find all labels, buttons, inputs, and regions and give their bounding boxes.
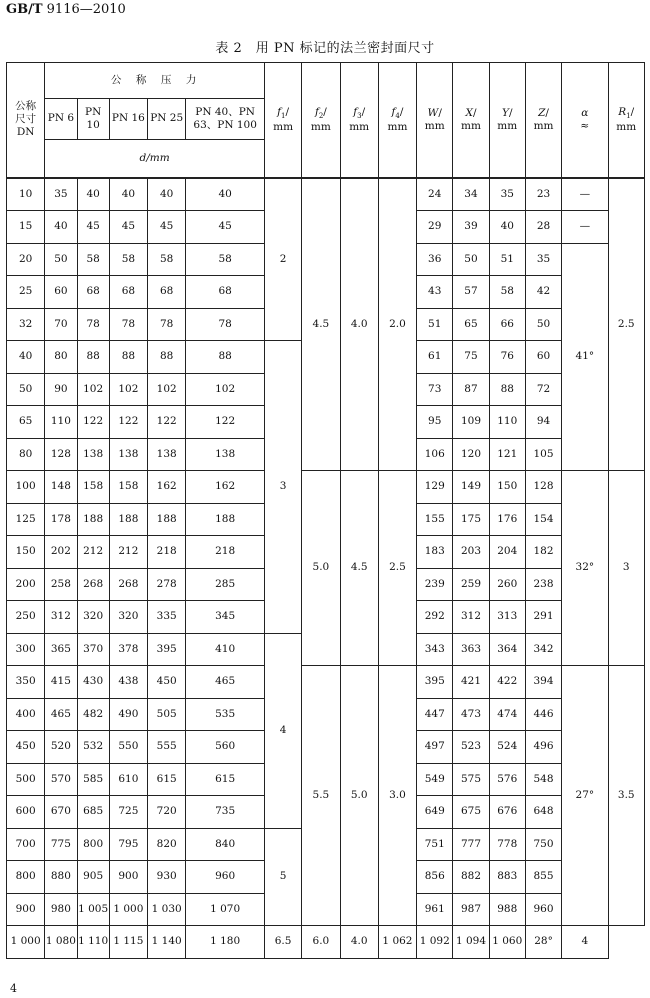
cell-d: 820 <box>148 828 186 861</box>
cell-y: 422 <box>489 666 525 699</box>
cell-z: 35 <box>525 243 561 276</box>
cell-x: 523 <box>453 731 489 764</box>
cell-x: 882 <box>453 861 489 894</box>
cell-r1: 3 <box>608 471 645 666</box>
cell-w: 292 <box>417 601 453 634</box>
header-pn6: PN 6 <box>45 99 77 140</box>
standard-number: GB/T 9116—2010 <box>6 2 126 17</box>
cell-y: 524 <box>489 731 525 764</box>
cell-d: 40 <box>77 178 109 211</box>
cell-d: 450 <box>148 666 186 699</box>
cell-d: 202 <box>45 536 77 569</box>
cell-dn: 250 <box>7 601 45 634</box>
cell-d: 78 <box>186 308 265 341</box>
cell-w: 751 <box>417 828 453 861</box>
cell-x: 675 <box>453 796 489 829</box>
header-dn: 公称 尺寸 DN <box>7 63 45 178</box>
cell-d: 1 115 <box>109 926 147 959</box>
cell-dn: 800 <box>7 861 45 894</box>
cell-d: 78 <box>109 308 147 341</box>
cell-d: 45 <box>148 211 186 244</box>
cell-y: 88 <box>489 373 525 406</box>
cell-d: 40 <box>45 211 77 244</box>
cell-d: 102 <box>77 373 109 406</box>
table-body <box>7 178 645 959</box>
cell-d: 720 <box>148 796 186 829</box>
cell-x: 109 <box>453 406 489 439</box>
cell-w: 183 <box>417 536 453 569</box>
header-f3: $f_3/$ mm <box>340 63 378 178</box>
cell-x: 312 <box>453 601 489 634</box>
header-pn10: PN 10 <box>77 99 109 140</box>
cell-d: 880 <box>45 861 77 894</box>
header-alpha: α ≈ <box>562 63 608 178</box>
cell-dn: 150 <box>7 536 45 569</box>
cell-d: 88 <box>148 341 186 374</box>
table-row <box>7 666 645 699</box>
cell-d: 505 <box>148 698 186 731</box>
cell-d: 555 <box>148 731 186 764</box>
cell-x: 65 <box>453 308 489 341</box>
cell-d: 1 080 <box>45 926 77 959</box>
cell-d: 268 <box>77 568 109 601</box>
cell-d: 438 <box>109 666 147 699</box>
cell-f1: 2 <box>264 178 301 341</box>
flange-sealing-dimensions-table <box>6 62 645 959</box>
cell-d: 610 <box>109 763 147 796</box>
cell-w: 497 <box>417 731 453 764</box>
cell-f4: 3.0 <box>378 666 416 926</box>
cell-d: 90 <box>45 373 77 406</box>
cell-dn: 200 <box>7 568 45 601</box>
cell-w: 649 <box>417 796 453 829</box>
cell-d: 465 <box>186 666 265 699</box>
cell-dn: 25 <box>7 276 45 309</box>
cell-d: 1 110 <box>77 926 109 959</box>
cell-d: 415 <box>45 666 77 699</box>
cell-w: 549 <box>417 763 453 796</box>
cell-x: 149 <box>453 471 489 504</box>
cell-d: 50 <box>45 243 77 276</box>
cell-z: 446 <box>525 698 561 731</box>
cell-w: 447 <box>417 698 453 731</box>
cell-f3: 6.0 <box>302 926 340 959</box>
cell-d: 615 <box>148 763 186 796</box>
cell-z: 154 <box>525 503 561 536</box>
cell-w: 856 <box>417 861 453 894</box>
cell-z: 28 <box>525 211 561 244</box>
cell-y: 883 <box>489 861 525 894</box>
cell-d: 212 <box>109 536 147 569</box>
cell-dn: 100 <box>7 471 45 504</box>
cell-w: 24 <box>417 178 453 211</box>
cell-d: 102 <box>186 373 265 406</box>
cell-f4: 2.5 <box>378 471 416 666</box>
cell-y: 474 <box>489 698 525 731</box>
cell-z: 960 <box>525 893 561 926</box>
cell-f2: 6.5 <box>264 926 301 959</box>
cell-d: 58 <box>148 243 186 276</box>
cell-z: 394 <box>525 666 561 699</box>
cell-y: 66 <box>489 308 525 341</box>
cell-z: 238 <box>525 568 561 601</box>
cell-f3: 4.5 <box>340 471 378 666</box>
cell-f4: 4.0 <box>340 926 378 959</box>
cell-x: 34 <box>453 178 489 211</box>
cell-d: 900 <box>109 861 147 894</box>
cell-d: 162 <box>186 471 265 504</box>
cell-d: 218 <box>186 536 265 569</box>
cell-x: 203 <box>453 536 489 569</box>
cell-d: 532 <box>77 731 109 764</box>
cell-dn: 50 <box>7 373 45 406</box>
cell-f1: 4 <box>264 633 301 828</box>
cell-z: 128 <box>525 471 561 504</box>
cell-x: 421 <box>453 666 489 699</box>
cell-z: 750 <box>525 828 561 861</box>
cell-d: 45 <box>186 211 265 244</box>
cell-d: 138 <box>109 438 147 471</box>
cell-dn: 20 <box>7 243 45 276</box>
cell-alpha: 28° <box>525 926 561 959</box>
cell-w: 51 <box>417 308 453 341</box>
cell-x: 75 <box>453 341 489 374</box>
cell-w: 43 <box>417 276 453 309</box>
cell-d: 35 <box>45 178 77 211</box>
cell-w: 95 <box>417 406 453 439</box>
cell-d: 122 <box>109 406 147 439</box>
cell-d: 78 <box>77 308 109 341</box>
cell-d: 45 <box>109 211 147 244</box>
cell-d: 735 <box>186 796 265 829</box>
cell-alpha: 27° <box>562 666 608 926</box>
cell-r1: 2.5 <box>608 178 645 471</box>
header-d-unit: d/mm <box>45 140 265 178</box>
cell-d: 370 <box>77 633 109 666</box>
cell-x: 87 <box>453 373 489 406</box>
cell-r1: 4 <box>562 926 608 959</box>
cell-d: 138 <box>77 438 109 471</box>
cell-d: 482 <box>77 698 109 731</box>
cell-x: 575 <box>453 763 489 796</box>
cell-x: 987 <box>453 893 489 926</box>
cell-d: 122 <box>148 406 186 439</box>
cell-d: 45 <box>77 211 109 244</box>
cell-d: 188 <box>77 503 109 536</box>
header-nominal-pressure: 公 称 压 力 <box>45 63 265 99</box>
cell-d: 162 <box>148 471 186 504</box>
cell-d: 980 <box>45 893 77 926</box>
cell-d: 670 <box>45 796 77 829</box>
header-f2: $f_2/$ mm <box>302 63 340 178</box>
cell-d: 320 <box>109 601 147 634</box>
table-row <box>7 471 645 504</box>
cell-d: 960 <box>186 861 265 894</box>
cell-w: 129 <box>417 471 453 504</box>
cell-d: 258 <box>45 568 77 601</box>
cell-y: 576 <box>489 763 525 796</box>
cell-z: 291 <box>525 601 561 634</box>
cell-d: 410 <box>186 633 265 666</box>
cell-z: 648 <box>525 796 561 829</box>
cell-d: 1 030 <box>148 893 186 926</box>
cell-z: 60 <box>525 341 561 374</box>
cell-y: 76 <box>489 341 525 374</box>
cell-f3: 4.0 <box>340 178 378 471</box>
cell-d: 535 <box>186 698 265 731</box>
cell-alpha: 32° <box>562 471 608 666</box>
cell-d: 158 <box>109 471 147 504</box>
cell-y: 364 <box>489 633 525 666</box>
cell-dn: 40 <box>7 341 45 374</box>
cell-x: 175 <box>453 503 489 536</box>
cell-d: 615 <box>186 763 265 796</box>
cell-y: 176 <box>489 503 525 536</box>
cell-d: 345 <box>186 601 265 634</box>
cell-x: 259 <box>453 568 489 601</box>
cell-d: 80 <box>45 341 77 374</box>
cell-dn: 600 <box>7 796 45 829</box>
cell-y: 778 <box>489 828 525 861</box>
cell-y: 150 <box>489 471 525 504</box>
cell-d: 1 000 <box>109 893 147 926</box>
header-w: W/ mm <box>417 63 453 178</box>
cell-z: 182 <box>525 536 561 569</box>
cell-d: 725 <box>109 796 147 829</box>
cell-z: 1 060 <box>489 926 525 959</box>
cell-x: 777 <box>453 828 489 861</box>
cell-d: 58 <box>77 243 109 276</box>
cell-y: 35 <box>489 178 525 211</box>
header-z: Z/ mm <box>525 63 561 178</box>
cell-dn: 32 <box>7 308 45 341</box>
cell-d: 905 <box>77 861 109 894</box>
cell-z: 42 <box>525 276 561 309</box>
cell-d: 148 <box>45 471 77 504</box>
cell-w: 239 <box>417 568 453 601</box>
cell-d: 70 <box>45 308 77 341</box>
table-row <box>7 926 645 959</box>
cell-d: 465 <box>45 698 77 731</box>
cell-d: 58 <box>186 243 265 276</box>
cell-d: 188 <box>109 503 147 536</box>
cell-x: 57 <box>453 276 489 309</box>
cell-z: 855 <box>525 861 561 894</box>
cell-d: 430 <box>77 666 109 699</box>
cell-y: 204 <box>489 536 525 569</box>
cell-w: 106 <box>417 438 453 471</box>
cell-f2: 4.5 <box>302 178 340 471</box>
cell-dn: 10 <box>7 178 45 211</box>
cell-d: 1 140 <box>148 926 186 959</box>
cell-y: 260 <box>489 568 525 601</box>
cell-dn: 700 <box>7 828 45 861</box>
cell-d: 312 <box>45 601 77 634</box>
cell-y: 676 <box>489 796 525 829</box>
cell-z: 496 <box>525 731 561 764</box>
cell-w: 155 <box>417 503 453 536</box>
cell-d: 78 <box>148 308 186 341</box>
cell-y: 1 094 <box>453 926 489 959</box>
table-row <box>7 178 645 211</box>
cell-f2: 5.0 <box>302 471 340 666</box>
cell-w: 1 062 <box>378 926 416 959</box>
cell-y: 988 <box>489 893 525 926</box>
cell-x: 363 <box>453 633 489 666</box>
cell-y: 121 <box>489 438 525 471</box>
cell-d: 560 <box>186 731 265 764</box>
cell-y: 40 <box>489 211 525 244</box>
cell-dn: 80 <box>7 438 45 471</box>
cell-d: 102 <box>109 373 147 406</box>
cell-d: 395 <box>148 633 186 666</box>
cell-d: 188 <box>186 503 265 536</box>
cell-d: 840 <box>186 828 265 861</box>
cell-d: 378 <box>109 633 147 666</box>
cell-alpha: — <box>562 211 608 244</box>
cell-y: 51 <box>489 243 525 276</box>
cell-d: 1 005 <box>77 893 109 926</box>
cell-w: 343 <box>417 633 453 666</box>
header-pn25: PN 25 <box>148 99 186 140</box>
cell-d: 278 <box>148 568 186 601</box>
cell-x: 120 <box>453 438 489 471</box>
cell-z: 548 <box>525 763 561 796</box>
cell-d: 685 <box>77 796 109 829</box>
header-x: X/ mm <box>453 63 489 178</box>
cell-z: 50 <box>525 308 561 341</box>
cell-y: 313 <box>489 601 525 634</box>
cell-d: 68 <box>148 276 186 309</box>
cell-d: 40 <box>109 178 147 211</box>
header-f1: $f_1/$ mm <box>264 63 301 178</box>
cell-d: 40 <box>148 178 186 211</box>
cell-w: 36 <box>417 243 453 276</box>
cell-d: 930 <box>148 861 186 894</box>
cell-d: 178 <box>45 503 77 536</box>
cell-f1: 3 <box>264 341 301 634</box>
page-number: 4 <box>10 982 17 995</box>
cell-d: 212 <box>77 536 109 569</box>
header-pn40-63-100: PN 40、PN 63、PN 100 <box>186 99 265 140</box>
cell-z: 23 <box>525 178 561 211</box>
cell-dn: 65 <box>7 406 45 439</box>
cell-w: 73 <box>417 373 453 406</box>
cell-dn: 125 <box>7 503 45 536</box>
table-caption: 表 2 用 PN 标记的法兰密封面尺寸 <box>215 41 435 56</box>
cell-d: 550 <box>109 731 147 764</box>
cell-dn: 500 <box>7 763 45 796</box>
cell-d: 122 <box>77 406 109 439</box>
cell-y: 58 <box>489 276 525 309</box>
cell-z: 105 <box>525 438 561 471</box>
cell-f4: 2.0 <box>378 178 416 471</box>
cell-w: 61 <box>417 341 453 374</box>
header-y: Y/ mm <box>489 63 525 178</box>
cell-alpha: 41° <box>562 243 608 471</box>
cell-f2: 5.5 <box>302 666 340 926</box>
cell-d: 585 <box>77 763 109 796</box>
cell-dn: 400 <box>7 698 45 731</box>
cell-d: 68 <box>77 276 109 309</box>
cell-dn: 450 <box>7 731 45 764</box>
cell-alpha: — <box>562 178 608 211</box>
cell-d: 335 <box>148 601 186 634</box>
cell-d: 800 <box>77 828 109 861</box>
cell-d: 40 <box>186 178 265 211</box>
cell-d: 122 <box>186 406 265 439</box>
cell-d: 490 <box>109 698 147 731</box>
cell-dn: 1 000 <box>7 926 45 959</box>
cell-d: 320 <box>77 601 109 634</box>
cell-z: 94 <box>525 406 561 439</box>
cell-d: 60 <box>45 276 77 309</box>
cell-d: 68 <box>186 276 265 309</box>
cell-z: 342 <box>525 633 561 666</box>
header-f4: $f_4/$ mm <box>378 63 416 178</box>
cell-dn: 900 <box>7 893 45 926</box>
cell-x: 50 <box>453 243 489 276</box>
cell-d: 58 <box>109 243 147 276</box>
cell-x: 39 <box>453 211 489 244</box>
cell-d: 128 <box>45 438 77 471</box>
cell-dn: 15 <box>7 211 45 244</box>
cell-f3: 5.0 <box>340 666 378 926</box>
cell-w: 29 <box>417 211 453 244</box>
cell-d: 138 <box>186 438 265 471</box>
cell-d: 188 <box>148 503 186 536</box>
header-pn16: PN 16 <box>109 99 147 140</box>
cell-d: 218 <box>148 536 186 569</box>
cell-d: 88 <box>186 341 265 374</box>
cell-d: 570 <box>45 763 77 796</box>
cell-dn: 300 <box>7 633 45 666</box>
cell-y: 110 <box>489 406 525 439</box>
cell-d: 365 <box>45 633 77 666</box>
cell-d: 158 <box>77 471 109 504</box>
cell-x: 1 092 <box>417 926 453 959</box>
cell-d: 88 <box>109 341 147 374</box>
header-r1: $R_1/$ mm <box>608 63 645 178</box>
cell-d: 1 070 <box>186 893 265 926</box>
cell-d: 795 <box>109 828 147 861</box>
cell-w: 395 <box>417 666 453 699</box>
cell-d: 68 <box>109 276 147 309</box>
cell-d: 88 <box>77 341 109 374</box>
cell-d: 138 <box>148 438 186 471</box>
cell-d: 110 <box>45 406 77 439</box>
cell-d: 775 <box>45 828 77 861</box>
cell-r1: 3.5 <box>608 666 645 926</box>
cell-d: 268 <box>109 568 147 601</box>
cell-d: 285 <box>186 568 265 601</box>
cell-d: 102 <box>148 373 186 406</box>
cell-d: 1 180 <box>186 926 265 959</box>
cell-z: 72 <box>525 373 561 406</box>
cell-d: 520 <box>45 731 77 764</box>
cell-dn: 350 <box>7 666 45 699</box>
cell-x: 473 <box>453 698 489 731</box>
cell-f1: 5 <box>264 828 301 926</box>
cell-w: 961 <box>417 893 453 926</box>
